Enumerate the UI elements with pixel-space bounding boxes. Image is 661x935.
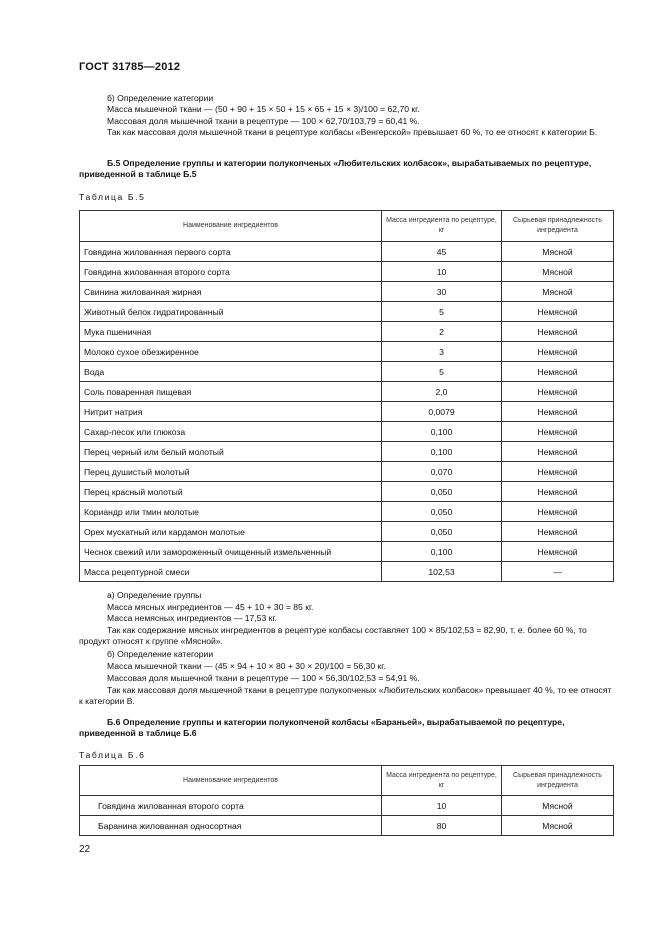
ingredient-name-cell: Говядина жилованная первого сорта (80, 242, 382, 262)
category-cell: Немясной (502, 462, 614, 482)
table-row (80, 242, 614, 262)
table-row (80, 402, 614, 422)
ingredient-name-cell: Масса рецептурной смеси (80, 562, 382, 582)
mass-cell: 0,100 (382, 442, 502, 462)
table-row (80, 442, 614, 462)
mass-cell: 80 (382, 816, 502, 836)
mass-cell: 10 (382, 796, 502, 816)
table-caption-b6: Таблица Б.6 (79, 750, 146, 760)
table-header-row (80, 766, 614, 796)
table-row (80, 322, 614, 342)
calc-line: Масса мясных ингредиентов — 45 + 10 + 30 = 85 кг. (107, 602, 314, 612)
category-cell: Немясной (502, 362, 614, 382)
mass-cell: 3 (382, 342, 502, 362)
mass-cell: 0,100 (382, 542, 502, 562)
mass-cell: 0,050 (382, 502, 502, 522)
ingredient-name-cell: Чеснок свежий или замороженный очищенный измельченный (80, 542, 382, 562)
table-row (80, 462, 614, 482)
category-cell: Немясной (502, 402, 614, 422)
column-header: Масса ингредиента по рецептуре, кг (382, 766, 502, 796)
mass-cell: 0,050 (382, 482, 502, 502)
table-row (80, 796, 614, 816)
mass-cell: 2 (382, 322, 502, 342)
column-header: Сырьевая принадлежность ингредиента (502, 766, 614, 796)
mass-cell: 0,100 (382, 422, 502, 442)
category-cell: Немясной (502, 382, 614, 402)
table-row (80, 362, 614, 382)
calc-line: а) Определение группы (107, 590, 202, 600)
ingredient-name-cell: Перец душистый молотый (80, 462, 382, 482)
table-row (80, 562, 614, 582)
table-row (80, 302, 614, 322)
ingredient-name-cell: Животный белок гидратированный (80, 302, 382, 322)
ingredient-name-cell: Вода (80, 362, 382, 382)
section-heading-b6: Б.6 Определение группы и категории полукопченой колбасы «Бараньей», вырабатываемой по рецептуре, приведенной в таблице Б.6 (79, 717, 565, 739)
ingredient-name-cell: Говядина жилованная второго сорта (80, 796, 382, 816)
ingredient-name-cell: Сахар-песок или глюкоза (80, 422, 382, 442)
ingredient-name-cell: Мука пшеничная (80, 322, 382, 342)
category-cell: Немясной (502, 322, 614, 342)
table-b5 (79, 210, 614, 582)
table-row (80, 282, 614, 302)
document-header: ГОСТ 31785—2012 (79, 61, 181, 73)
category-cell: Немясной (502, 522, 614, 542)
calc-paragraph: Так как содержание мясных ингредиентов в рецептуре колбасы составляет 100 × 85/102,53 = 82,90, т. е. более 60 %, то продукт относят к группе «Мясной». (79, 625, 587, 647)
calc-line: Масса мышечной ткани — (45 × 94 + 10 × 80 + 30 × 20)/100 = 56,30 кг. (107, 661, 386, 671)
ingredient-name-cell: Свинина жилованная жирная (80, 282, 382, 302)
mass-cell: 2,0 (382, 382, 502, 402)
section-heading-b5: Б.5 Определение группы и категории полукопченых «Любительских колбасок», вырабатываемых по рецептуре, приведенной в таблице Б.5 (79, 158, 592, 180)
ingredient-name-cell: Орех мускатный или кардамон молотые (80, 522, 382, 542)
intro-line: Масса мышечной ткани — (50 + 90 + 15 × 50 + 15 × 65 + 15 × 3)/100 = 62,70 кг. (107, 104, 420, 114)
table-row (80, 502, 614, 522)
mass-cell: 102,53 (382, 562, 502, 582)
table-row (80, 542, 614, 562)
category-cell: Мясной (502, 242, 614, 262)
ingredient-name-cell: Баранина жилованная односортная (80, 816, 382, 836)
ingredient-name-cell: Говядина жилованная второго сорта (80, 262, 382, 282)
column-header: Наименование ингредиентов (80, 211, 382, 242)
category-cell: Немясной (502, 422, 614, 442)
mass-cell: 45 (382, 242, 502, 262)
mass-cell: 0,0079 (382, 402, 502, 422)
category-cell: Немясной (502, 542, 614, 562)
column-header: Масса ингредиента по рецептуре, кг (382, 211, 502, 242)
calc-line: б) Определение категории (107, 649, 214, 659)
category-cell: Немясной (502, 442, 614, 462)
column-header: Сырьевая принадлежность ингредиента (502, 211, 614, 242)
ingredient-name-cell: Нитрит натрия (80, 402, 382, 422)
category-cell: Мясной (502, 262, 614, 282)
mass-cell: 5 (382, 362, 502, 382)
table-row (80, 382, 614, 402)
intro-paragraph: Так как массовая доля мышечной ткани в рецептуре колбасы «Венгерской» превышает 60 %, то ее относят к категории Б. (107, 127, 598, 137)
category-cell: Немясной (502, 482, 614, 502)
ingredient-name-cell: Перец черный или белый молотый (80, 442, 382, 462)
intro-line: Массовая доля мышечной ткани в рецептуре — 100 × 62,70/103,79 = 60,41 %. (107, 116, 420, 126)
mass-cell: 30 (382, 282, 502, 302)
ingredient-name-cell: Молоко сухое обезжиренное (80, 342, 382, 362)
table-row (80, 262, 614, 282)
table-row (80, 422, 614, 442)
table-b6 (79, 765, 614, 836)
category-cell: Немясной (502, 302, 614, 322)
calc-paragraph: Так как массовая доля мышечной ткани в рецептуре полукопченых «Любительских колбасок» превышает 40 %, то ее относят к категории В. (79, 685, 612, 707)
mass-cell: 0,050 (382, 522, 502, 542)
category-cell: Немясной (502, 342, 614, 362)
mass-cell: 0,070 (382, 462, 502, 482)
calc-line: Масса немясных ингредиентов — 17,53 кг. (107, 613, 277, 623)
table-header-row (80, 211, 614, 242)
category-cell: Мясной (502, 796, 614, 816)
category-cell: Мясной (502, 282, 614, 302)
category-cell: Мясной (502, 816, 614, 836)
table-row (80, 342, 614, 362)
category-cell: — (502, 562, 614, 582)
table-caption-b5: Таблица Б.5 (79, 192, 146, 202)
ingredient-name-cell: Кориандр или тмин молотые (80, 502, 382, 522)
mass-cell: 5 (382, 302, 502, 322)
category-cell: Немясной (502, 502, 614, 522)
page-number: 22 (79, 844, 91, 855)
table-row (80, 522, 614, 542)
intro-line: б) Определение категории (107, 93, 214, 103)
ingredient-name-cell: Соль поваренная пищевая (80, 382, 382, 402)
table-row (80, 816, 614, 836)
ingredient-name-cell: Перец красный молотый (80, 482, 382, 502)
mass-cell: 10 (382, 262, 502, 282)
table-row (80, 482, 614, 502)
column-header: Наименование ингредиентов (80, 766, 382, 796)
calc-line: Массовая доля мышечной ткани в рецептуре — 100 × 56,30/102,53 = 54,91 %. (107, 673, 420, 683)
